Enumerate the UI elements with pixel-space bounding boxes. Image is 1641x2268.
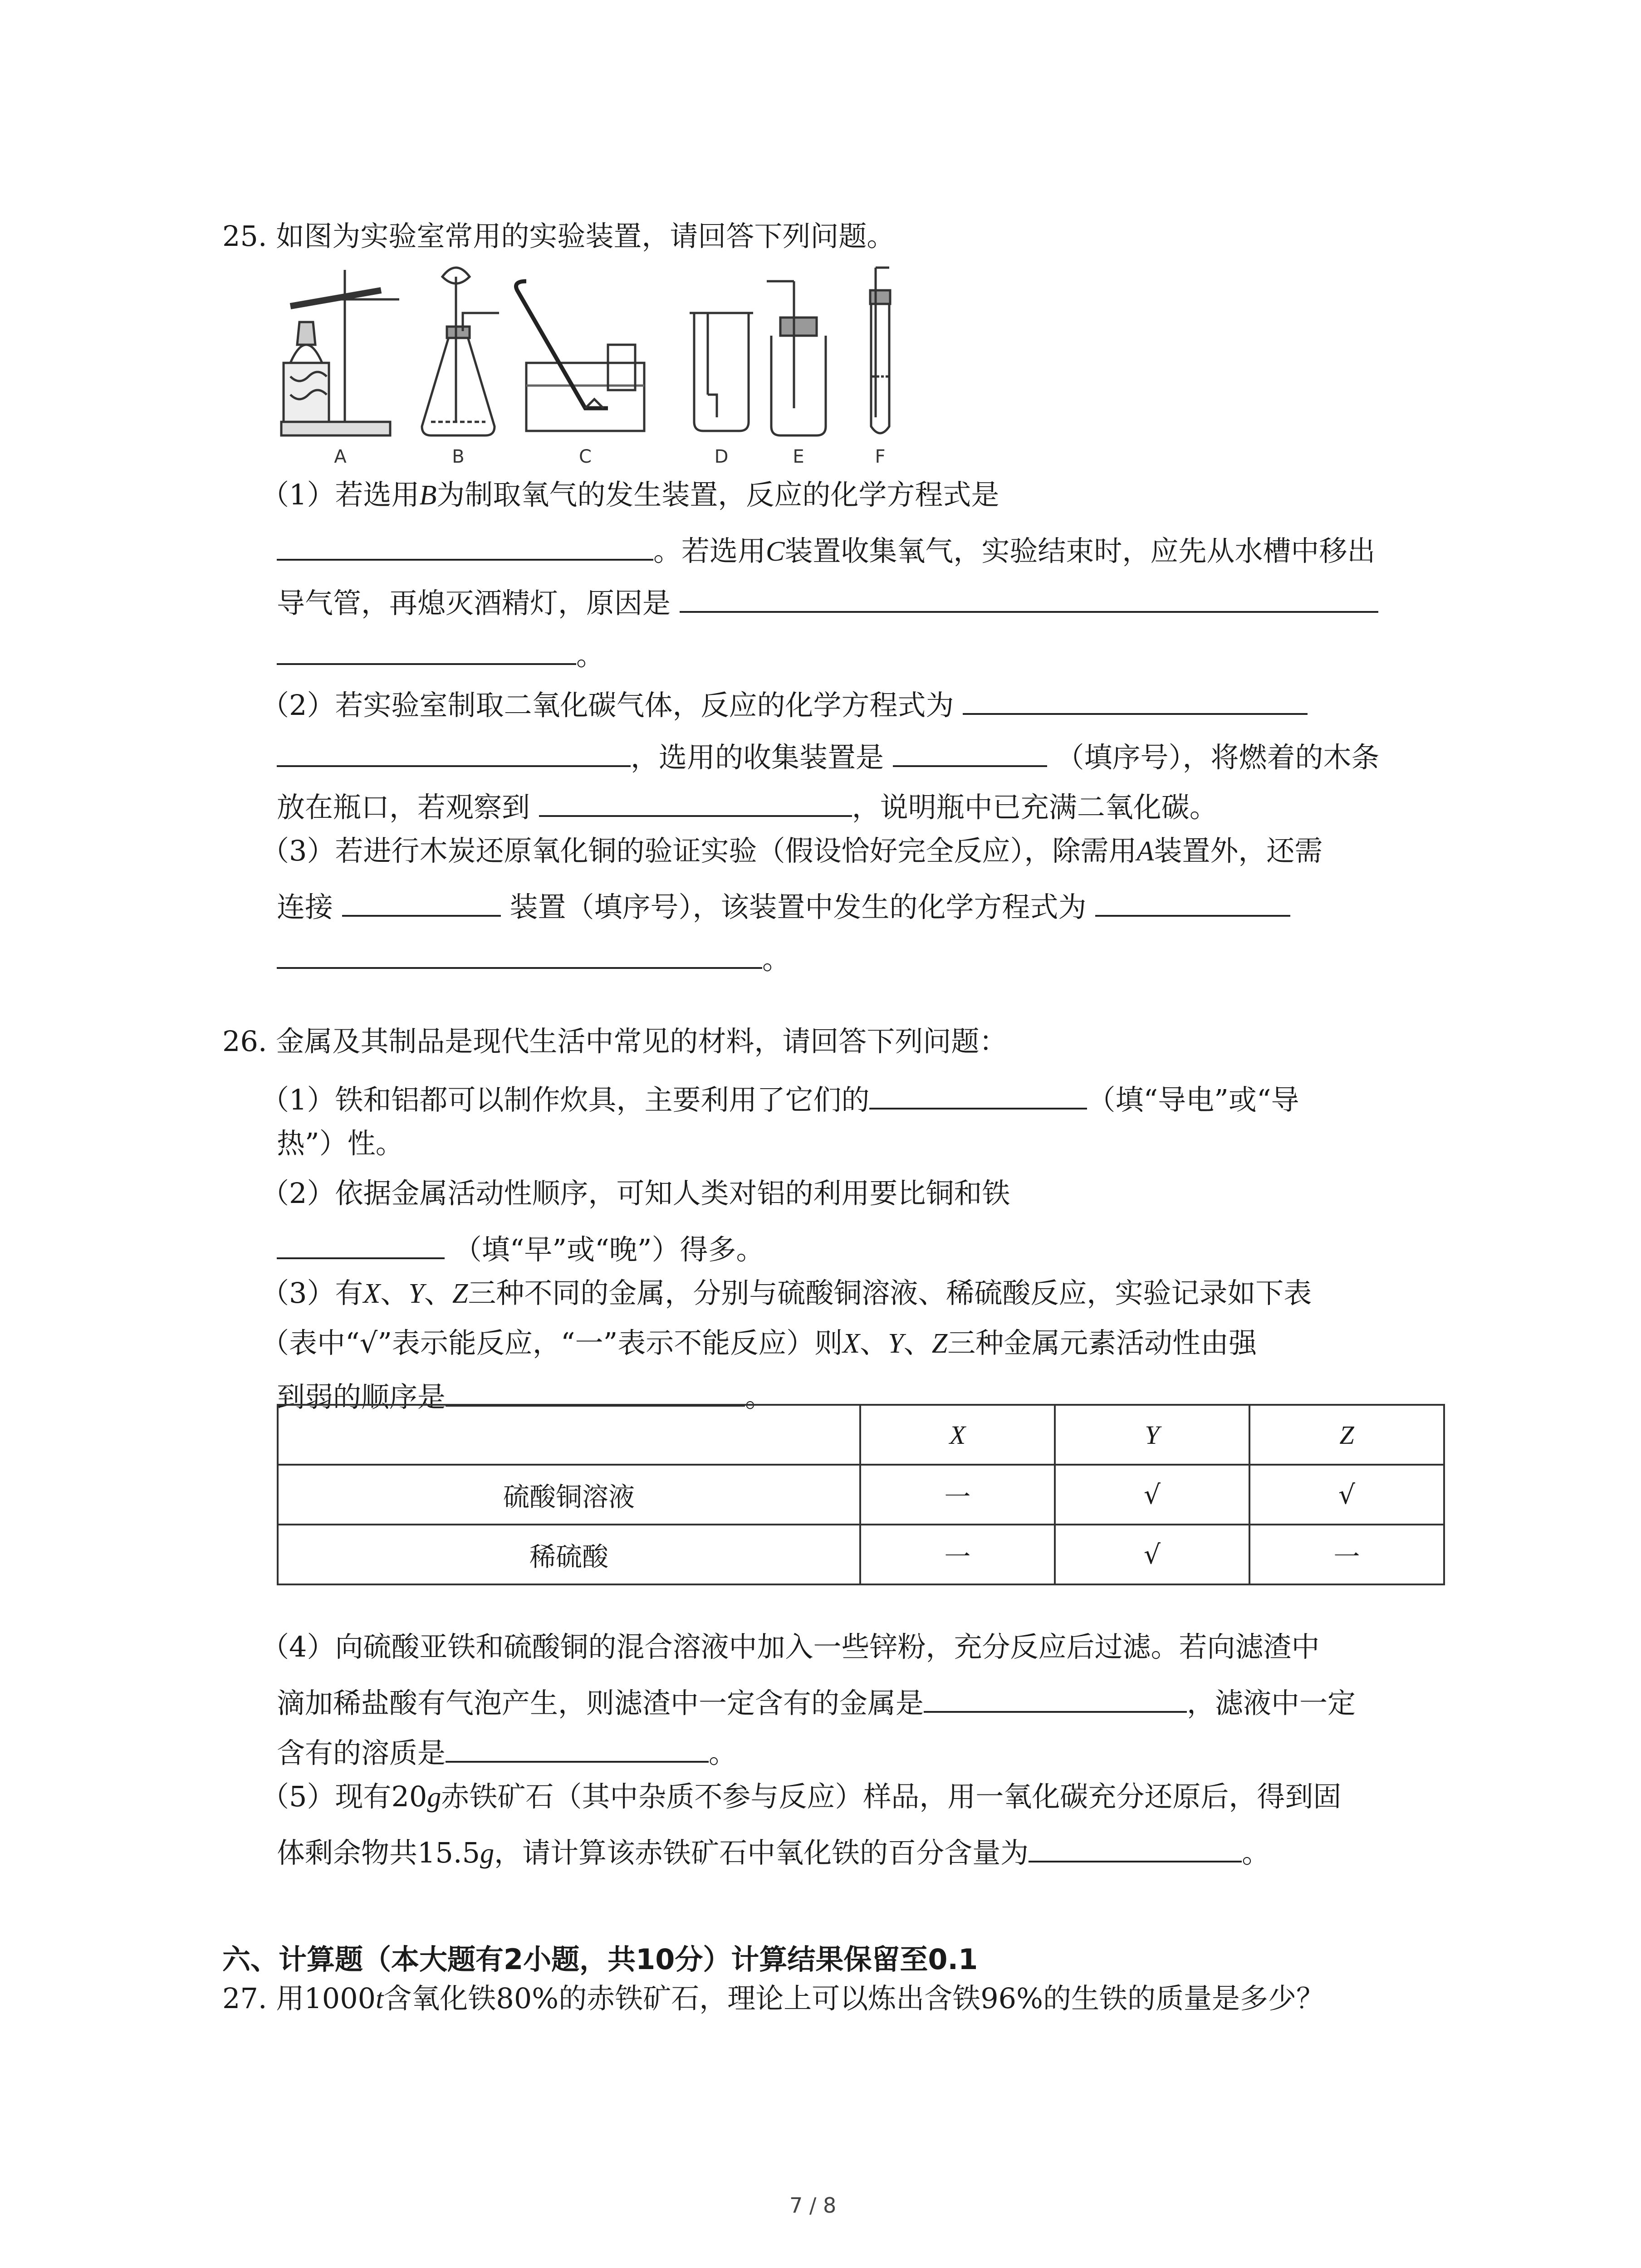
q26-p4-text2: 滴加稀盐酸有气泡产生，则滤渣中一定含有的金属是 — [277, 1686, 924, 1720]
answer-blank-observation[interactable] — [539, 787, 852, 817]
q25-p3-text: （3）若进行木炭还原氧化铜的验证实验（假设恰好完全反应），除需用 — [261, 834, 1137, 867]
sep: 、 — [380, 1276, 409, 1310]
label-e: E — [793, 446, 804, 467]
q26-part1-line2 — [277, 1129, 404, 1158]
q25-p3-end: 。 — [762, 943, 791, 976]
q25-p2-text2: ，选用的收集装置是 — [631, 741, 884, 774]
q25-part3-line3 — [277, 939, 791, 976]
table-row — [278, 1525, 1444, 1584]
q25-stem-text: 如图为实验室常用的实验装置，请回答下列问题。 — [276, 220, 895, 253]
table-cell: 硫酸铜溶液 — [278, 1465, 860, 1525]
q27-text2: 含氧化铁 — [383, 1982, 496, 2015]
q25-p3-text2: 装置外，还需 — [1154, 834, 1323, 867]
q26-p4-text4: 含有的溶质是 — [277, 1736, 446, 1769]
q26-part4-line3 — [277, 1733, 737, 1767]
apparatus-c-drawing — [516, 281, 645, 431]
table-header-cell — [1249, 1405, 1444, 1465]
q25-p1-text: （1）若选用 — [261, 478, 420, 511]
table-cell: 稀硫酸 — [278, 1525, 860, 1584]
q25-part1-line2 — [277, 531, 1375, 566]
q25-part3-line2 — [277, 887, 1290, 924]
table-cell: √ — [1055, 1525, 1249, 1584]
q27-text3: 的赤铁矿石，理论上可以炼出含铁 — [558, 1982, 981, 2015]
var-y: Y — [888, 1328, 904, 1359]
table-header-cell — [278, 1405, 860, 1465]
answer-blank-order[interactable] — [446, 1377, 745, 1407]
unit-g: g — [427, 1782, 441, 1813]
apparatus-e-drawing — [767, 281, 826, 435]
apparatus-d-drawing — [690, 313, 753, 431]
q25-p2-text5: ，说明瓶中已充满二氧化碳。 — [852, 791, 1218, 824]
q25-part1-line1 — [261, 478, 999, 511]
q25-part3-line1 — [261, 834, 1323, 867]
q26-p1-text2: （填“导电”或“导 — [1087, 1083, 1299, 1116]
q26-p4-text3: ，滤液中一定 — [1187, 1686, 1356, 1720]
q26-part4-line1 — [261, 1630, 1320, 1663]
answer-blank-reason-cont[interactable] — [277, 635, 576, 665]
apparatus-a-drawing — [281, 270, 399, 435]
q25-stem — [222, 220, 895, 253]
q27-number: 27. — [222, 1982, 267, 2015]
q26-p5-text: （5）现有 — [261, 1780, 392, 1813]
q26-part2-line1 — [261, 1177, 1010, 1210]
q26-p3-text4: 三种金属元素活动性由强 — [947, 1326, 1257, 1359]
q26-p1-text3: 热”）性。 — [277, 1127, 404, 1160]
var-a: A — [1136, 836, 1154, 867]
q26-p5-text2: 赤铁矿石（其中杂质不参与反应）样品，用一氧化碳充分还原后，得到固 — [441, 1780, 1342, 1813]
q26-p3-text5: 到弱的顺序是 — [277, 1380, 446, 1413]
q26-p4-end: 。 — [709, 1736, 737, 1769]
q27-text: 用 — [276, 1982, 304, 2015]
apparatus-b-drawing — [422, 268, 499, 435]
q26-p3-text2: 三种不同的金属，分别与硫酸铜溶液、稀硫酸反应，实验记录如下表 — [468, 1276, 1312, 1310]
table-header-cell — [860, 1405, 1055, 1465]
answer-blank-equation-cuo[interactable] — [1095, 887, 1290, 917]
table-header-cell — [1055, 1405, 1249, 1465]
answer-blank-residue-metal[interactable] — [924, 1683, 1187, 1713]
q25-part1-line4 — [277, 635, 604, 670]
table-cell: √ — [1249, 1465, 1444, 1525]
q25-p3-text4: 装置（填序号），该装置中发生的化学方程式为 — [509, 890, 1087, 924]
q25-p2-text4: 放在瓶口，若观察到 — [277, 791, 530, 824]
page-number: 7 / 8 — [789, 2193, 837, 2218]
q26-part2-line2 — [277, 1229, 764, 1264]
q26-number: 26. — [222, 1025, 267, 1058]
percent-96: 96% — [980, 1982, 1043, 2015]
q25-p1-text5: 导气管，再熄灭酒精灯，原因是 — [277, 587, 671, 620]
q26-p3-end: 。 — [745, 1380, 774, 1413]
mass-15-5: 15.5 — [417, 1836, 480, 1869]
q27-text4: 的生铁的质量是多少？ — [1043, 1982, 1325, 2015]
table-header-row — [278, 1405, 1444, 1465]
answer-blank-device[interactable] — [342, 887, 501, 917]
q26-p4-text: （4）向硫酸亚铁和硫酸铜的混合溶液中加入一些锌粉，充分反应后过滤。若向滤渣中 — [261, 1630, 1320, 1663]
q26-p2-text2: （填“早”或“晚”）得多。 — [453, 1233, 764, 1266]
q26-p1-text: （1）铁和铝都可以制作炊具，主要利用了它们的 — [261, 1083, 870, 1116]
q26-part1-line1 — [261, 1080, 1299, 1114]
unit-t: t — [376, 1984, 384, 2014]
q25-part2-line1 — [261, 685, 1308, 722]
answer-blank-property[interactable] — [869, 1080, 1087, 1110]
q26-p5-text4: ，请计算该赤铁矿石中氧化铁的百分含量为 — [494, 1836, 1029, 1869]
mass-1000: 1000 — [304, 1982, 376, 2015]
q26-part5-line1 — [261, 1780, 1342, 1813]
answer-blank-equation-o2[interactable] — [277, 531, 653, 561]
q25-part2-line2 — [277, 737, 1379, 772]
var-z: Z — [452, 1278, 468, 1309]
table-header-z: Z — [1339, 1420, 1354, 1450]
mass-20: 20 — [391, 1780, 427, 1813]
var-z: Z — [931, 1328, 948, 1359]
table-header-y: Y — [1145, 1420, 1160, 1450]
var-c: C — [766, 536, 785, 567]
var-x: X — [363, 1278, 381, 1309]
table-header-x: X — [949, 1420, 966, 1450]
answer-blank-early-late[interactable] — [277, 1229, 445, 1259]
table-row — [278, 1465, 1444, 1525]
q26-part4-line2 — [277, 1683, 1356, 1720]
q26-part3-line1 — [261, 1276, 1312, 1310]
answer-blank-equation-cuo-cont[interactable] — [277, 939, 762, 969]
q25-number: 25. — [222, 220, 267, 253]
q26-part3-line2 — [261, 1326, 1257, 1359]
percent-80: 80% — [496, 1982, 559, 2015]
label-f: F — [875, 446, 886, 467]
sep: 、 — [860, 1326, 888, 1359]
q26-stem-text: 金属及其制品是现代生活中常见的材料，请回答下列问题： — [276, 1025, 1008, 1058]
q25-p1-text3: 。若选用 — [653, 534, 766, 567]
answer-blank-equation-co2[interactable] — [963, 685, 1308, 715]
q26-p3-text3: （表中“√”表示能反应，“一”表示不能反应）则 — [261, 1326, 843, 1359]
table-cell: 一 — [860, 1465, 1055, 1525]
q25-p1-text4: 装置收集氧气，实验结束时，应先从水槽中移出 — [784, 534, 1376, 567]
table-cell: √ — [1055, 1465, 1249, 1525]
q26-p2-text: （2）依据金属活动性顺序，可知人类对铝的利用要比铜和铁 — [261, 1177, 1010, 1210]
table-cell: 一 — [860, 1525, 1055, 1584]
label-c: C — [579, 446, 592, 467]
q27-line — [222, 1984, 1324, 2013]
label-b: B — [452, 446, 465, 467]
unit-g: g — [480, 1838, 495, 1869]
var-b: B — [419, 480, 437, 511]
q25-p3-text3: 连接 — [277, 890, 333, 924]
answer-blank-equation-co2-cont[interactable] — [277, 737, 631, 767]
q26-p3-text: （3）有 — [261, 1276, 363, 1310]
section-six-heading: 六、计算题（本大题有2小题，共10分）计算结果保留至0.1 — [222, 1943, 978, 1976]
q26-part5-line2 — [277, 1833, 1270, 1867]
q25-part2-line3 — [277, 787, 1218, 824]
var-y: Y — [408, 1278, 424, 1309]
q25-p2-text3: （填序号），将燃着的木条 — [1056, 741, 1380, 774]
answer-blank-reason[interactable] — [680, 583, 1378, 613]
sep: 、 — [424, 1276, 452, 1310]
var-x: X — [843, 1328, 860, 1359]
reaction-table — [277, 1404, 1445, 1585]
q25-p1-text2: 为制取氧气的发生装置，反应的化学方程式是 — [436, 478, 999, 511]
q26-p5-text3: 体剩余物共 — [277, 1836, 418, 1869]
q25-part1-line3 — [277, 583, 1378, 620]
table-cell: 一 — [1249, 1525, 1444, 1584]
sep: 、 — [903, 1326, 932, 1359]
q26-p5-end: 。 — [1242, 1836, 1270, 1869]
apparatus-figure — [272, 263, 916, 472]
answer-blank-collector[interactable] — [893, 737, 1047, 767]
q25-p1-end: 。 — [576, 639, 605, 672]
answer-blank-solute[interactable] — [446, 1733, 709, 1763]
q25-p2-text: （2）若实验室制取二氧化碳气体，反应的化学方程式为 — [261, 689, 954, 722]
label-a: A — [334, 446, 347, 467]
apparatus-f-drawing — [870, 268, 890, 433]
label-d: D — [714, 446, 729, 467]
answer-blank-percentage[interactable] — [1029, 1833, 1242, 1862]
q26-stem — [222, 1027, 1007, 1056]
